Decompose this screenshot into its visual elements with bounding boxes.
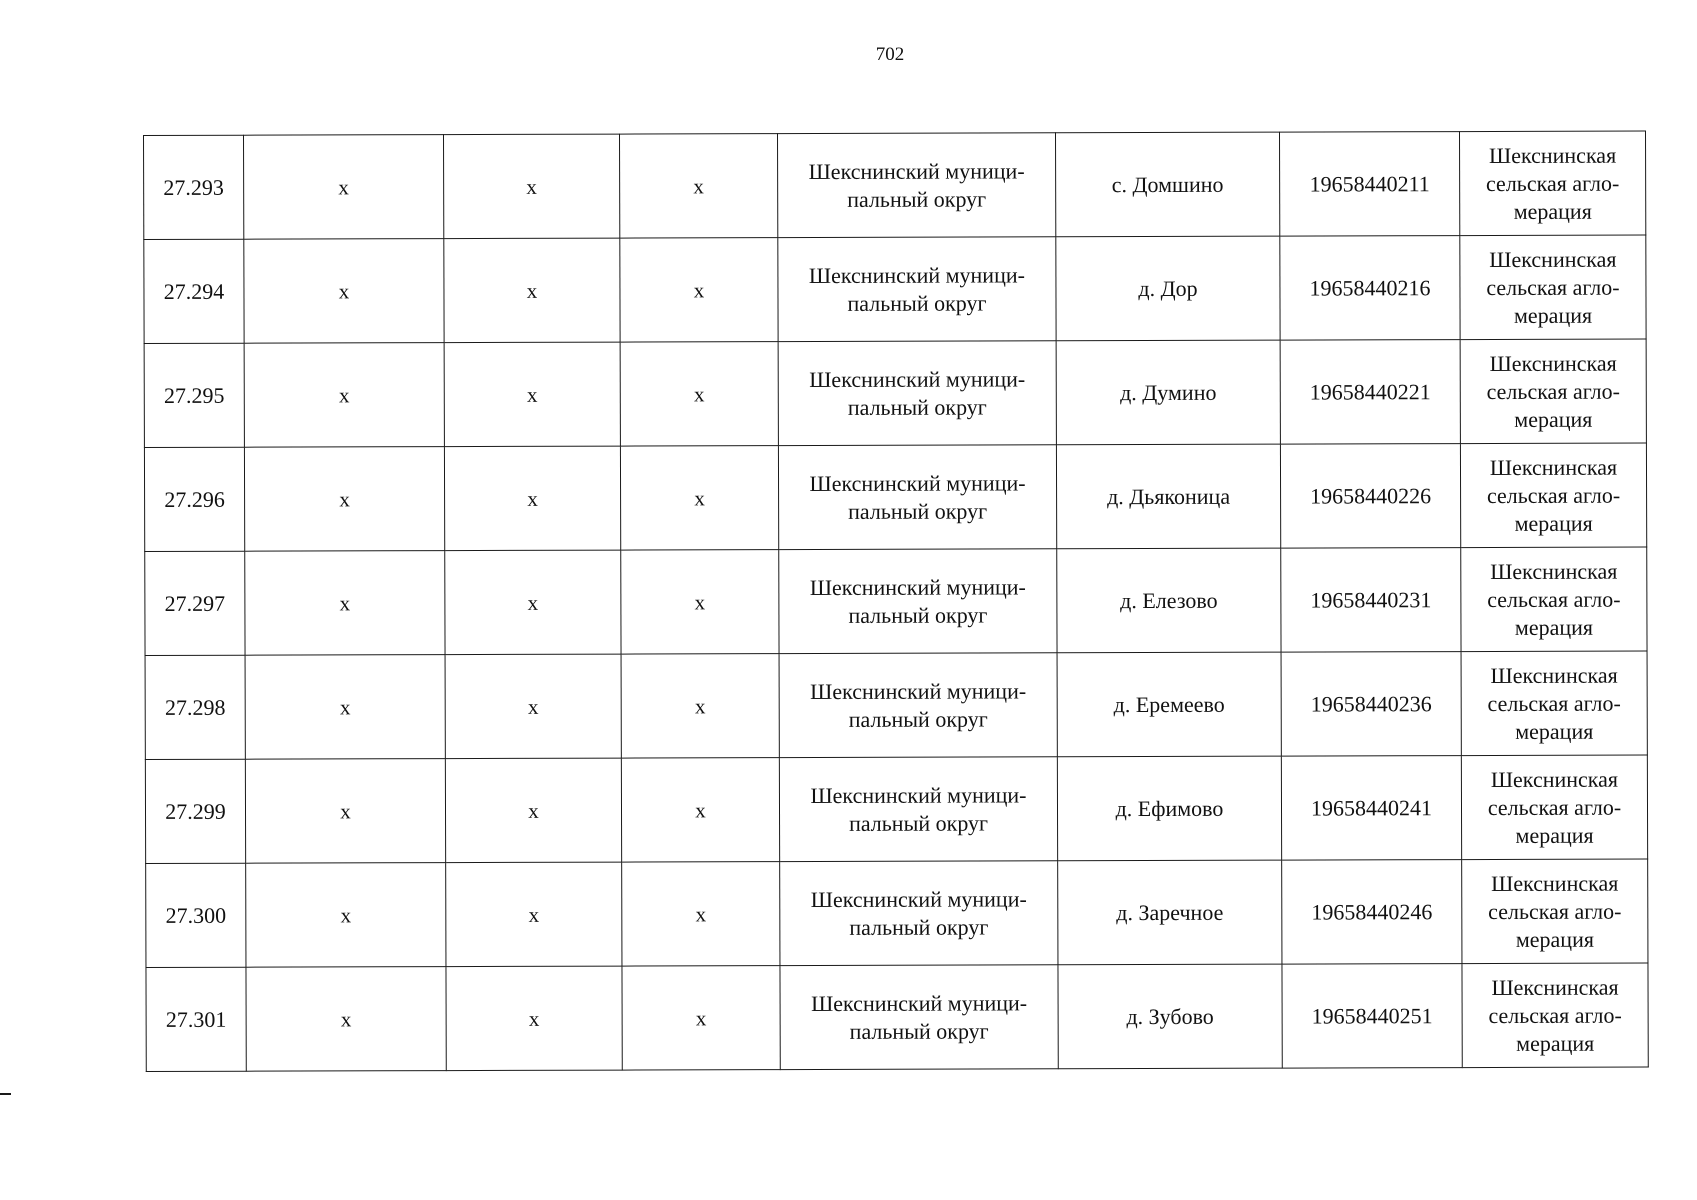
settlement-cell: д. Дьяконица [1056,444,1280,549]
x-mark-cell: х [244,135,444,240]
table-row [144,131,1646,239]
agglomeration-cell: Шекснинская сельская агло-мерация [1462,963,1648,1068]
x-mark-cell: х [620,238,778,342]
x-mark-cell: х [619,134,777,238]
x-mark-cell: х [620,342,778,446]
row-number-cell: 27.297 [145,551,245,655]
row-number-cell: 27.299 [145,759,245,863]
x-mark-cell: х [446,862,622,967]
municipality-cell: Шекснинский муници-пальный округ [780,965,1058,1070]
x-mark-cell: х [244,343,444,448]
settlement-cell: с. Домшино [1055,132,1279,237]
settlement-cell: д. Думино [1056,340,1280,445]
x-mark-cell: х [245,655,445,760]
table-row [145,755,1647,863]
oktmo-code-cell: 19658440236 [1281,652,1461,757]
x-mark-cell: х [444,134,620,239]
agglomeration-cell: Шекснинская сельская агло-мерация [1461,755,1647,860]
oktmo-code-cell: 19658440221 [1280,340,1460,445]
settlement-cell: д. Дор [1056,236,1280,341]
municipality-cell: Шекснинский муници-пальный округ [780,861,1058,966]
agglomeration-cell: Шекснинская сельская агло-мерация [1460,443,1646,548]
x-mark-cell: х [444,238,620,343]
x-mark-cell: х [621,758,779,862]
agglomeration-cell: Шекснинская сельская агло-мерация [1460,235,1646,340]
oktmo-code-cell: 19658440246 [1282,860,1462,965]
municipality-cell: Шекснинский муници-пальный округ [778,341,1056,446]
row-number-cell: 27.300 [146,863,246,967]
table-row [146,859,1648,967]
row-number-cell: 27.301 [146,967,246,1071]
x-mark-cell: х [445,550,621,655]
oktmo-code-cell: 19658440211 [1279,132,1459,237]
municipality-cell: Шекснинский муници-пальный округ [779,549,1057,654]
oktmo-code-cell: 19658440251 [1282,964,1462,1069]
agglomeration-cell: Шекснинская сельская агло-мерация [1459,131,1645,236]
row-number-cell: 27.293 [144,135,244,239]
x-mark-cell: х [444,342,620,447]
settlement-cell: д. Ефимово [1057,756,1281,861]
x-mark-cell: х [246,967,446,1072]
agglomeration-cell: Шекснинская сельская агло-мерация [1462,859,1648,964]
x-mark-cell: х [245,759,445,864]
municipality-cell: Шекснинский муници-пальный округ [779,653,1057,758]
oktmo-code-cell: 19658440231 [1281,548,1461,653]
x-mark-cell: х [444,446,620,551]
settlement-cell: д. Заречное [1058,860,1282,965]
municipality-cell: Шекснинский муници-пальный округ [778,237,1056,342]
row-number-cell: 27.296 [144,447,244,551]
settlement-cell: д. Зубово [1058,964,1282,1069]
agglomeration-cell: Шекснинская сельская агло-мерация [1460,339,1646,444]
x-mark-cell: х [445,654,621,759]
x-mark-cell: х [446,966,622,1071]
table-row [144,235,1646,343]
x-mark-cell: х [244,447,444,552]
edge-mark [0,1093,11,1095]
municipality-cell: Шекснинский муници-пальный округ [779,757,1057,862]
row-number-cell: 27.294 [144,239,244,343]
x-mark-cell: х [622,862,780,966]
row-number-cell: 27.295 [144,343,244,447]
agglomeration-cell: Шекснинская сельская агло-мерация [1461,547,1647,652]
settlement-cell: д. Еремеево [1057,652,1281,757]
x-mark-cell: х [621,654,779,758]
x-mark-cell: х [445,758,621,863]
row-number-cell: 27.298 [145,655,245,759]
settlement-cell: д. Елезово [1057,548,1281,653]
oktmo-code-cell: 19658440216 [1280,236,1460,341]
settlements-table [143,131,1649,1072]
x-mark-cell: х [245,551,445,656]
agglomeration-cell: Шекснинская сельская агло-мерация [1461,651,1647,756]
page-number: 702 [875,44,905,65]
municipality-cell: Шекснинский муници-пальный округ [777,133,1055,238]
oktmo-code-cell: 19658440241 [1281,756,1461,861]
table-row [144,339,1646,447]
table-body [144,131,1649,1071]
x-mark-cell: х [246,863,446,968]
x-mark-cell: х [622,966,780,1070]
x-mark-cell: х [244,239,444,344]
table-row [145,547,1647,655]
table-row [145,651,1647,759]
x-mark-cell: х [620,446,778,550]
x-mark-cell: х [621,550,779,654]
table-row [146,963,1648,1071]
table-row [144,443,1646,551]
oktmo-code-cell: 19658440226 [1280,444,1460,549]
municipality-cell: Шекснинский муници-пальный округ [778,445,1056,550]
